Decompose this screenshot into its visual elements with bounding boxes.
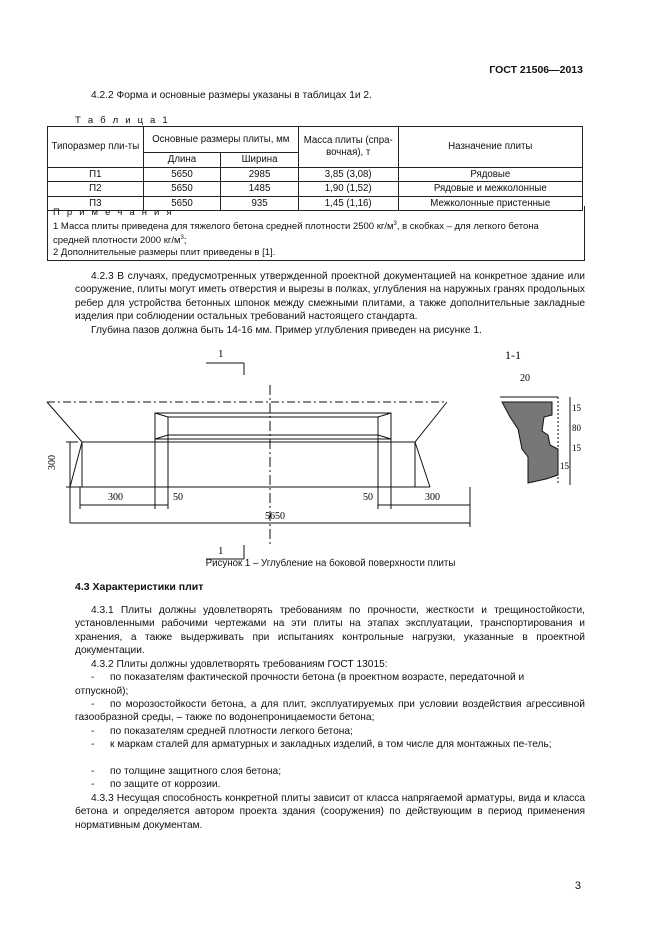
note-1-cont [53, 233, 579, 247]
bullet-text: по толщине защитного слоя бетона; [110, 766, 282, 777]
list-item-cont [75, 685, 585, 699]
note-superscript: 3 [180, 234, 184, 241]
cell-type: П2 [48, 182, 144, 197]
page-number: 3 [574, 880, 581, 892]
sec-dim-15b: 15 [572, 443, 581, 453]
document-header: ГОСТ 21506—2013 [489, 64, 583, 76]
th-main-dims: Основные размеры плиты, мм [143, 127, 298, 153]
bullet-dash: - [91, 699, 95, 710]
para-4-3-3: 4.3.3 Несущая способность конкретной плиты зависит от класса напрягаемой арматуры, вида и класса бетона и определяется автором проекта здания (сооружения) по действующим в период применения нормативным документам. [75, 793, 585, 831]
list-item [75, 671, 585, 685]
sec-dim-15c: 15 [560, 461, 569, 471]
cell-width: 2985 [221, 167, 299, 182]
dim-50-left: 50 [173, 492, 183, 503]
para-4-3-2: 4.3.2 Плиты должны удовлетворять требованиям ГОСТ 13015: [91, 659, 388, 670]
list-item [75, 698, 585, 726]
note-1-text-a: 1 Масса плиты приведена для тяжелого бетона средней плотности 2500 кг/м [53, 220, 394, 232]
list-item [75, 738, 585, 766]
bullet-text: по морозостойкости бетона, а для плит, эксплуатируемых при условии воздействия агрессивной газообразной среды, – также по водонепроницаемости бетона; [75, 699, 585, 724]
figure-1-drawing [30, 345, 640, 567]
note-1 [53, 219, 579, 233]
note-1-end: ; [183, 234, 187, 246]
bullet-text: по показателям средней плотности легкого бетона; [110, 726, 353, 737]
cell-length: 5650 [143, 167, 221, 182]
section-title: 1-1 [505, 348, 521, 362]
cell-mass: 3,85 (3,08) [298, 167, 398, 182]
para-groove: Глубина пазов должна быть 14-16 мм. Пример углубления приведен на рисунке 1. [91, 325, 482, 336]
section-mark-bottom: 1 [218, 545, 224, 557]
note-1-text-b: , в скобках – для легкого бетона [396, 220, 539, 232]
dim-300-left: 300 [108, 492, 123, 503]
dim-total: 5650 [265, 511, 285, 522]
bullet-dash: - [91, 726, 95, 737]
cell-mass: 1,45 (1,16) [298, 196, 398, 211]
bullet-dash: - [91, 766, 95, 777]
bullet-text: по защите от коррозии. [110, 779, 221, 790]
cell-length: 5650 [143, 182, 221, 197]
th-length: Длина [143, 153, 221, 168]
note-1-text-c: средней плотности 2000 кг/м [53, 234, 181, 246]
para-4-2-2: 4.2.2 Форма и основные размеры указаны в таблицах 1и 2. [91, 90, 372, 101]
cell-purpose: Рядовые [398, 167, 582, 182]
note-superscript: 3 [393, 220, 397, 227]
table-row [48, 182, 583, 197]
cell-width: 935 [221, 196, 299, 211]
list-item [75, 765, 585, 779]
table-1 [47, 126, 583, 211]
bullet-text: к маркам сталей для арматурных и закладных изделий, в том числе для монтажных пе-тель; [110, 739, 552, 750]
figure-caption: Рисунок 1 – Углубление на боковой поверхности плиты [205, 558, 456, 569]
cell-purpose: Межколонные пристенные [398, 196, 582, 211]
notes-title: П р и м е ч а н и я [53, 207, 174, 218]
para-4-3-1: 4.3.1 Плиты должны удовлетворять требованиям по прочности, жесткости и трещиностойкости, установленными рабочими чертежами на эти плиты на этапах эксплуатации, транспортирования и хранения, а также выдерживать при испытаниях контрольные нагрузки, указанные в проектной документации. [75, 605, 585, 656]
cell-mass: 1,90 (1,52) [298, 182, 398, 197]
list-item [75, 778, 585, 792]
note-2: 2 Дополнительные размеры плит приведены в [1]. [53, 246, 276, 258]
para-4-2-3: 4.2.3 В случаях, предусмотренных утвержденной проектной документацией на конкретное здание или сооружение, плиты могут иметь отверстия и вырезы в полках, углубления на наружных гранях продольных ребер для устройства бетонных шпонок между смежными плитами, а также дополнительные закладные изделия при соблюдении остальных требований настоящего стандарта. [75, 271, 585, 322]
section-mark-top: 1 [218, 348, 224, 360]
table-notes [47, 206, 585, 261]
table-row [48, 167, 583, 182]
bullet-dash: - [91, 672, 95, 683]
th-width: Ширина [221, 153, 299, 168]
sec-dim-80: 80 [572, 423, 581, 433]
bullet-dash: - [91, 739, 95, 750]
th-purpose: Назначение плиты [398, 127, 582, 168]
list-item [75, 725, 585, 739]
sec-dim-15a: 15 [572, 403, 581, 413]
cell-length: 5650 [143, 196, 221, 211]
sec-dim-20: 20 [520, 373, 530, 384]
th-mass: Масса плиты (спра-вочная), т [298, 127, 398, 168]
section-title-4-3: 4.3 Характеристики плит [75, 581, 204, 593]
dim-50-right: 50 [363, 492, 373, 503]
table-caption: Т а б л и ц а 1 [75, 115, 170, 126]
th-typesize: Типоразмер пли-ты [48, 127, 144, 168]
cell-width: 1485 [221, 182, 299, 197]
bullet-text: отпускной); [75, 686, 129, 697]
dim-300-right: 300 [425, 492, 440, 503]
bullet-text: по показателям фактической прочности бетона (в проектном возрасте, передаточной и [110, 672, 525, 683]
bullet-dash: - [91, 779, 95, 790]
cell-type: П1 [48, 167, 144, 182]
dim-height: 300 [47, 455, 58, 470]
cell-purpose: Рядовые и межколонные [398, 182, 582, 197]
cell-type: П3 [48, 196, 144, 211]
